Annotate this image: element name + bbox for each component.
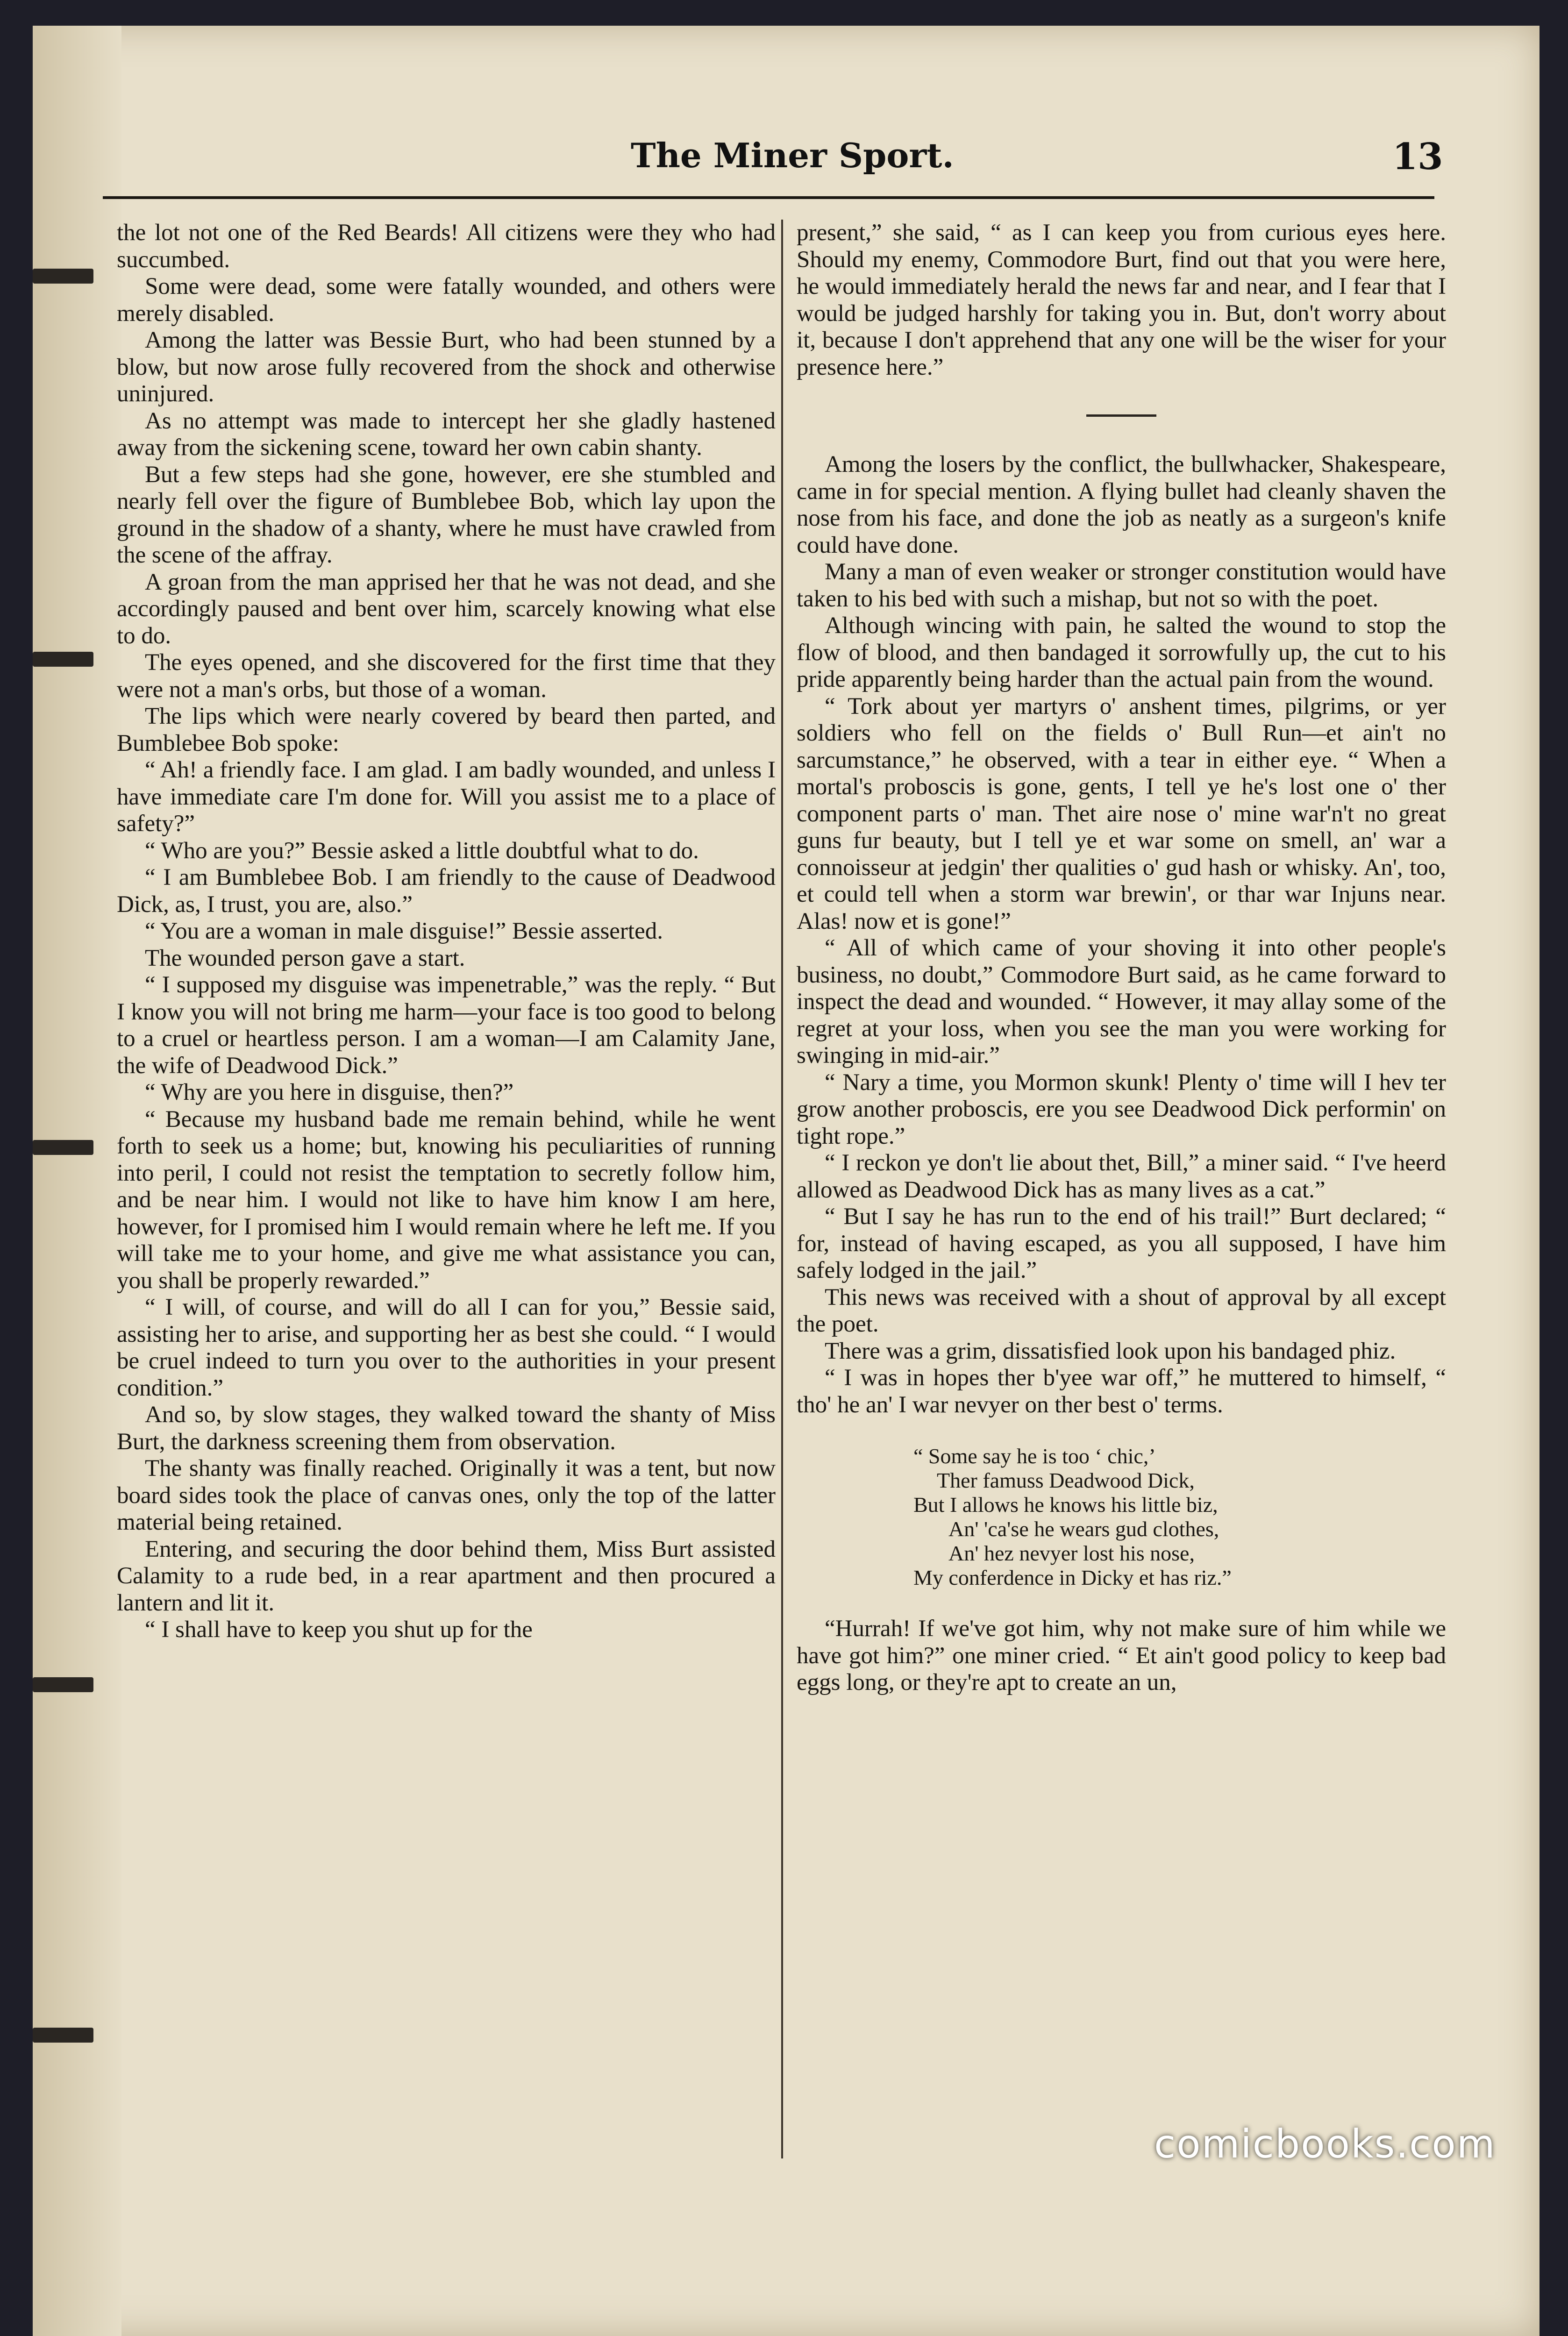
binding-stitch <box>33 1140 93 1155</box>
paragraph: Many a man of even weaker or stronger constitution would have taken to his bed with such a mishap, but not so with the poet. <box>797 559 1446 612</box>
paragraph: Although wincing with pain, he salted the wound to stop the flow of blood, and then bandaged it sorrowfully up, the cut to his pride apparently being harder than the actual pain from the wound. <box>797 612 1446 692</box>
watermark-text: comicbooks.com <box>1154 2121 1496 2167</box>
paragraph: But a few steps had she gone, however, ere she stumbled and nearly fell over the figure of Bumblebee Bob, which lay upon the ground in the shadow of a shanty, where he must have crawled from the scene of the affray. <box>117 461 776 568</box>
poem-line: An' 'ca'se he wears gud clothes, <box>948 1517 1219 1541</box>
paragraph: A groan from the man apprised her that he was not dead, and she accordingly paused and bent over him, scarcely knowing what else to do. <box>117 569 776 649</box>
binding-stitch <box>33 269 93 284</box>
paragraph: “ But I say he has run to the end of his trail!” Burt declared; “ for, instead of having escaped, as you all supposed, I have him safely lodged in the jail.” <box>797 1204 1446 1283</box>
poem-line: “ Some say he is too ‘ chic,’ <box>913 1444 1156 1468</box>
page-number: 13 <box>1392 135 1443 178</box>
paragraph: “ Who are you?” Bessie asked a little doubtful what to do. <box>145 837 699 864</box>
paragraph: The lips which were nearly covered by beard then parted, and Bumblebee Bob spoke: <box>117 703 776 756</box>
right-column <box>797 220 1446 2182</box>
paragraph: Among the losers by the conflict, the bullwhacker, Shakespeare, came in for special mention. A flying bullet had cleanly shaven the nose from his face, and done the job as neatly as a surgeon's knife could have done. <box>797 451 1446 558</box>
paragraph: “ Tork about yer martyrs o' anshent times, pilgrims, or yer soldiers who fell on the fields o' Bull Run—et ain't no sarcumstance,” he observed, with a tear in either eye. “ When a mortal's proboscis is gone, gents, I tell ye he's lost one o' ther component parts o' man. Thet aire nose o' mine war'n't no great guns fur beauty, but I tell ye et war some on smell, an' war a connoisseur at jedgin' ther qualities o' gud hash or whisky. An', too, et could tell when a storm war brewin', or thar war Injuns near. Alas! now et is gone!” <box>797 693 1446 934</box>
binding-stitch <box>33 2028 93 2043</box>
poem-line: But I allows he knows his little biz, <box>913 1493 1218 1517</box>
poem-line: Ther famuss Deadwood Dick, <box>937 1468 1195 1492</box>
paragraph: The shanty was finally reached. Originally it was a tent, but now board sides took the place of canvas ones, only the top of the latter material being retained. <box>117 1455 776 1535</box>
paragraph: There was a grim, dissatisfied look upon his bandaged phiz. <box>825 1338 1396 1364</box>
paragraph: the lot not one of the Red Beards! All citizens were they who had succumbed. <box>117 220 776 273</box>
paragraph: “ All of which came of your shoving it into other people's business, no doubt,” Commodore Burt said, as he came forward to inspect the dead and wounded. “ However, it may allay some of the regret at your loss, when you see the man you were working for swinging in mid-air.” <box>797 935 1446 1068</box>
poem-line: An' hez nevyer lost his nose, <box>948 1541 1195 1565</box>
paragraph: The wounded person gave a start. <box>145 945 465 971</box>
paragraph: This news was received with a shout of approval by all except the poet. <box>797 1284 1446 1337</box>
paragraph: “ Ah! a friendly face. I am glad. I am badly wounded, and unless I have immediate care I'm done for. Will you assist me to a place of safety?” <box>117 757 776 837</box>
binding-stitch <box>33 652 93 667</box>
paragraph: “ I will, of course, and will do all I can for you,” Bessie said, assisting her to arise, and supporting her as best she could. “ I would be cruel indeed to turn you over to the authorities in your present condition.” <box>117 1294 776 1401</box>
paragraph: Entering, and securing the door behind them, Miss Burt assisted Calamity to a rude bed, in a rear apartment and then procured a lantern and lit it. <box>117 1536 776 1616</box>
paragraph: “Hurrah! If we've got him, why not make sure of him while we have got him?” one miner cried. “ Et ain't good policy to keep bad eggs long, or they're apt to create an un, <box>797 1616 1446 1695</box>
right-column-story-text <box>797 451 1446 1418</box>
paragraph: Among the latter was Bessie Burt, who had been stunned by a blow, but now arose fully recovered from the shock and otherwise uninjured. <box>117 327 776 407</box>
paragraph: Some were dead, some were fatally wounded, and others were merely disabled. <box>117 273 776 327</box>
poem-line: My conferdence in Dicky et has riz.” <box>913 1566 1232 1589</box>
paragraph: As no attempt was made to intercept her she gladly hastened away from the sickening scene, toward her own cabin shanty. <box>117 407 776 461</box>
page-header-title: The Miner Sport. <box>631 135 954 175</box>
paragraph: present,” she said, “ as I can keep you from curious eyes here. Should my enemy, Commodore Burt, find out that you were here, he would immediately herald the news far and near, and I fear that I would be judged harshly for taking you in. But, don't worry about it, because I don't apprehend that any one will be the wiser for your presence here.” <box>797 220 1446 380</box>
paragraph: “ I shall have to keep you shut up for the <box>145 1617 533 1643</box>
right-column-end-text <box>797 1616 1446 1696</box>
page-spine <box>33 26 121 2336</box>
binding-stitch <box>33 1677 93 1692</box>
header-rule <box>103 196 1434 199</box>
paragraph: “ I am Bumblebee Bob. I am friendly to the cause of Deadwood Dick, as, I trust, you are, also.” <box>117 864 776 918</box>
section-separator <box>1086 414 1156 417</box>
paragraph: “ Why are you here in disguise, then?” <box>145 1079 514 1105</box>
poem-verse <box>913 1444 1446 1590</box>
paragraph: “ Nary a time, you Mormon skunk! Plenty o' time will I hev ter grow another proboscis, ere you see Deadwood Dick performin' on tight rope.” <box>797 1069 1446 1149</box>
paragraph: “ You are a woman in male disguise!” Bessie asserted. <box>145 918 663 944</box>
left-column <box>117 220 776 2182</box>
paragraph: “ I reckon ye don't lie about thet, Bill,” a miner said. “ I've heerd allowed as Deadwood Dick has as many lives as a cat.” <box>797 1150 1446 1203</box>
column-divider <box>781 220 783 2158</box>
paragraph: The eyes opened, and she discovered for the first time that they were not a man's orbs, but those of a woman. <box>117 649 776 703</box>
paragraph: “ Because my husband bade me remain behind, while he went forth to seek us a home; but, knowing his peculiarities of running into peril, I could not resist the temptation to secretly follow him, and be near him. I would not like to have him know I am here, however, for I promised him I would remain where he left me. If you will take me to your home, and give me what assistance you can, you shall be properly rewarded.” <box>117 1106 776 1294</box>
paragraph: “ I was in hopes ther b'yee war off,” he muttered to himself, “ tho' he an' I war nevyer on ther best o' terms. <box>797 1365 1446 1418</box>
paragraph: “ I supposed my disguise was impenetrable,” was the reply. “ But I know you will not bring me harm—your face is too good to belong to a cruel or heartless person. I am a woman—I am Calamity Jane, the wife of Deadwood Dick.” <box>117 972 776 1079</box>
paragraph: And so, by slow stages, they walked toward the shanty of Miss Burt, the darkness screening them from observation. <box>117 1402 776 1455</box>
right-column-top-text <box>797 220 1446 381</box>
